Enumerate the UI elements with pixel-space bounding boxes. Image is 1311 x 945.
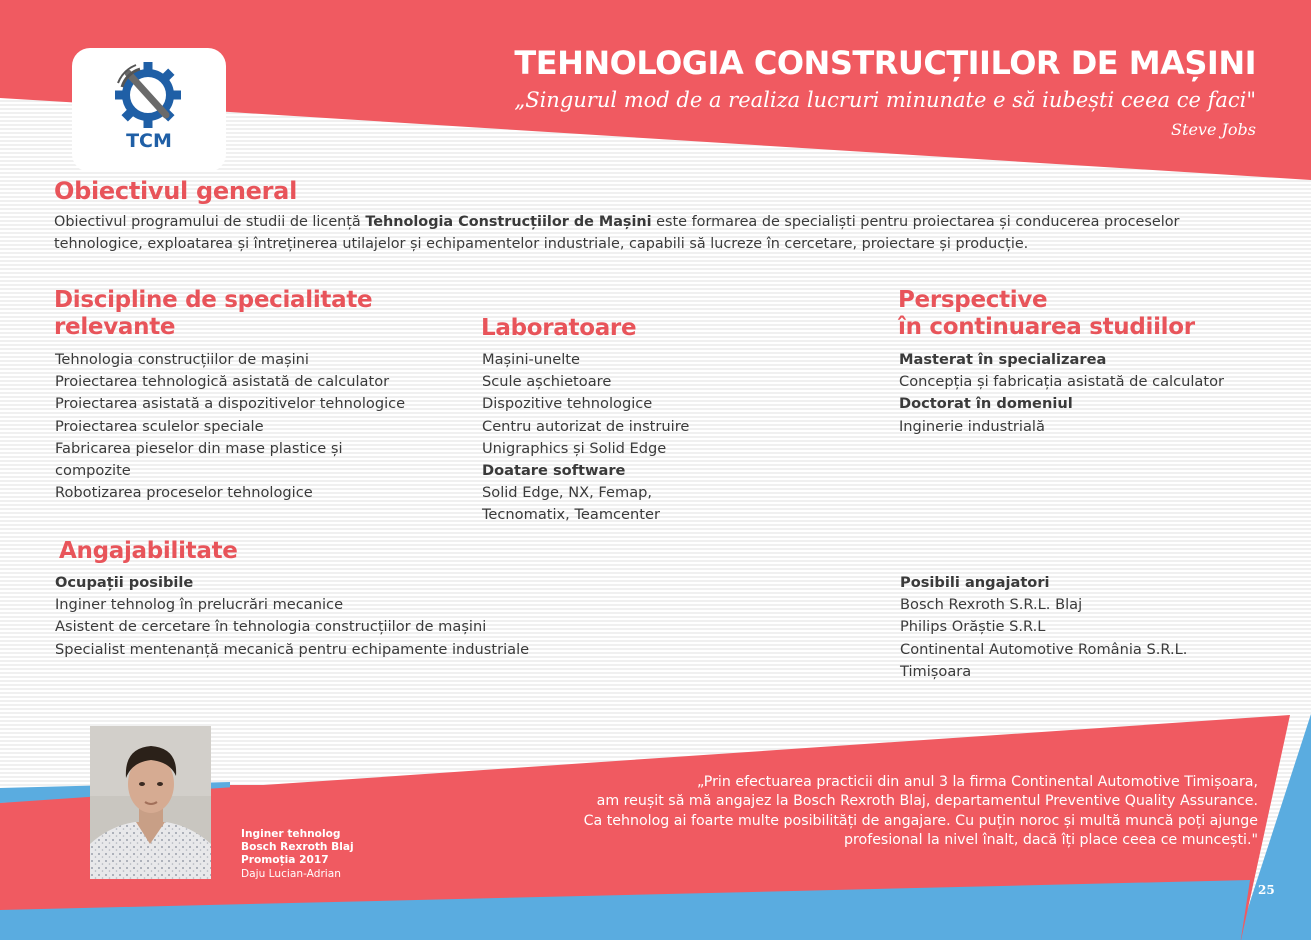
graduate-name: Daju Lucian-Adrian xyxy=(241,867,341,880)
list-item: Centru autorizat de instruire xyxy=(482,417,690,435)
employability-heading: Angajabilitate xyxy=(59,538,238,564)
objective-line-1: Obiectivul programului de studii de licență Tehnologia Construcțiilor de Mașini este formarea de specialiști pentru proiectarea și conducerea proceselor xyxy=(54,214,1180,230)
list-item: Inginer tehnolog în prelucrări mecanice xyxy=(55,596,344,614)
list-item: Tehnologia construcțiilor de mașini xyxy=(55,351,309,368)
occupations-list xyxy=(55,572,529,661)
list-item: Timișoara xyxy=(900,662,972,680)
employers-list xyxy=(900,572,1187,683)
list-item: Robotizarea proceselor tehnologice xyxy=(55,484,313,502)
quote-line: profesional la nivel înalt, dacă îți place ceea ce muncești." xyxy=(844,832,1258,849)
list-item: Scule așchietoare xyxy=(482,373,612,391)
header-quote: „Singurul mod de a realiza lucruri minunate e să iubești ceea ce faci" xyxy=(514,88,1256,112)
testimonial-quote xyxy=(584,773,1258,851)
list-item: Bosch Rexroth S.R.L. Blaj xyxy=(900,596,1083,614)
list-item: Doctorat în domeniul xyxy=(899,395,1073,413)
page-title: TEHNOLOGIA CONSTRUCȚIILOR DE MAȘINI xyxy=(514,44,1256,82)
employers-title: Posibili angajatori xyxy=(900,574,1050,591)
graduate-promo: Promoția 2017 xyxy=(241,854,329,867)
logo-text: TCM xyxy=(126,130,172,152)
list-item: Inginerie industrială xyxy=(899,417,1045,435)
list-item: Solid Edge, NX, Femap, xyxy=(482,484,653,502)
list-item: Unigraphics și Solid Edge xyxy=(482,439,667,457)
objective-heading: Obiectivul general xyxy=(54,177,298,205)
disciplines-list xyxy=(55,349,405,504)
gear-logo-icon xyxy=(72,48,226,172)
list-item: Continental Automotive România S.R.L. xyxy=(900,640,1188,658)
list-item: Tecnomatix, Teamcenter xyxy=(482,506,660,524)
graduate-photo xyxy=(90,726,211,879)
tcm-logo xyxy=(72,48,226,172)
list-item: Concepția și fabricația asistată de calculator xyxy=(899,373,1225,391)
disciplines-heading: Discipline de specialitate relevante xyxy=(54,287,373,340)
quote-line: am reușit să mă angajez la Bosch Rexroth Blaj, departamentul Preventive Quality Assurance. xyxy=(596,793,1258,810)
list-item: Specialist mentenanță mecanică pentru echipamente industriale xyxy=(55,640,530,658)
quote-line: Ca tehnolog ai foarte multe posibilități de angajare. Cu puțin noroc și multă muncă poți ajunge xyxy=(583,812,1258,829)
list-item: Fabricarea pieselor din mase plastice și xyxy=(55,439,343,457)
list-item: Dispozitive tehnologice xyxy=(482,395,653,413)
quote-line: „Prin efectuarea practicii din anul 3 la firma Continental Automotive Timișoara, xyxy=(696,774,1258,790)
labs-heading: Laboratoare xyxy=(481,315,637,341)
objective-text xyxy=(54,211,1179,255)
list-item: Mașini-unelte xyxy=(482,351,580,368)
page-number: 25 xyxy=(1258,883,1275,897)
graduate-caption xyxy=(241,828,354,881)
bottom-white-sliver xyxy=(0,940,1311,945)
occupations-title: Ocupații posibile xyxy=(55,574,194,591)
labs-list xyxy=(482,349,689,527)
list-item: Proiectarea tehnologică asistată de calculator xyxy=(55,373,390,391)
list-item: Masterat în specializarea xyxy=(899,351,1107,368)
list-item: Philips Orăștie S.R.L xyxy=(900,618,1046,636)
list-item: Asistent de cercetare în tehnologia construcțiilor de mașini xyxy=(55,618,487,636)
list-item: Proiectarea sculelor speciale xyxy=(55,417,264,435)
perspectives-heading: Perspective în continuarea studiilor xyxy=(898,287,1195,340)
objective-line-2: tehnologice, exploatarea și întreținerea utilajelor și echipamentelor industriale, capabili să lucreze în cercetare, proiectare și producție. xyxy=(54,236,1029,253)
quote-author: Steve Jobs xyxy=(1171,120,1256,139)
graduate-role: Inginer tehnolog xyxy=(241,828,341,840)
list-item: Doatare software xyxy=(482,462,626,480)
perspectives-list xyxy=(899,349,1224,438)
list-item: compozite xyxy=(55,462,131,480)
list-item: Proiectarea asistată a dispozitivelor tehnologice xyxy=(55,395,406,413)
graduate-company: Bosch Rexroth Blaj xyxy=(241,841,354,854)
